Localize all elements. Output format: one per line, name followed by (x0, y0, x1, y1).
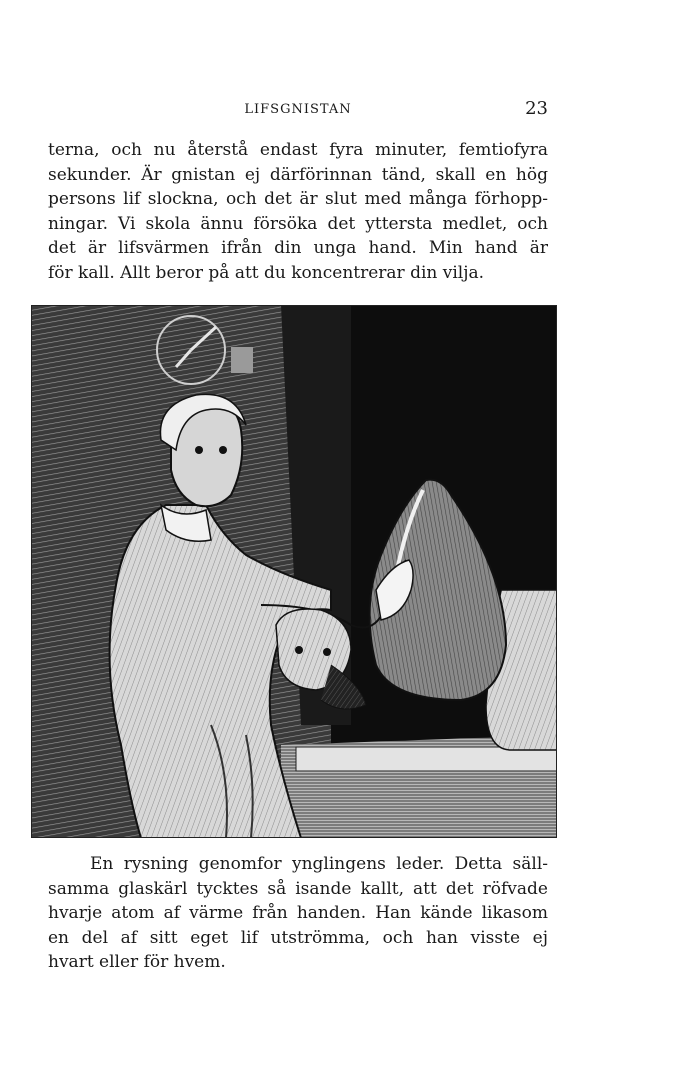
text-line: terna, och nu återstå endast fyra minuter, femtiofyra (48, 140, 548, 160)
text-line: samma glaskärl tycktes så isande kallt, att det röfvade (48, 878, 548, 899)
text-line: hvart eller för hvem. (48, 952, 226, 972)
page-number: 23 (525, 98, 548, 119)
text-line: persons lif slockna, och det är slut med många förhopp- (48, 189, 548, 209)
text-line: ningar. Vi skola ännu försöka det yttersta medlet, och (48, 213, 548, 234)
engraving-svg (31, 305, 557, 838)
text-line: en del af sitt eget lif utströmma, och han visste ej (48, 927, 548, 948)
text-line: En rysning genomfor ynglingens leder. Detta säll- (90, 854, 548, 874)
text-line: sekunder. Är gnistan ej därförinnan tänd, skall en hög (48, 164, 548, 185)
text-line: för kall. Allt beror på att du koncentrerar din vilja. (48, 262, 485, 283)
engraving-illustration (31, 305, 557, 838)
running-title: LIFSGNISTAN (244, 102, 352, 117)
text-line: hvarje atom af värme från handen. Han kände likasom (48, 903, 548, 923)
text-line: det är lifsvärmen ifrån din unga hand. Min hand är (48, 238, 548, 258)
running-head (48, 98, 548, 118)
paragraph-top (48, 138, 548, 285)
paragraph-bottom (48, 852, 548, 975)
